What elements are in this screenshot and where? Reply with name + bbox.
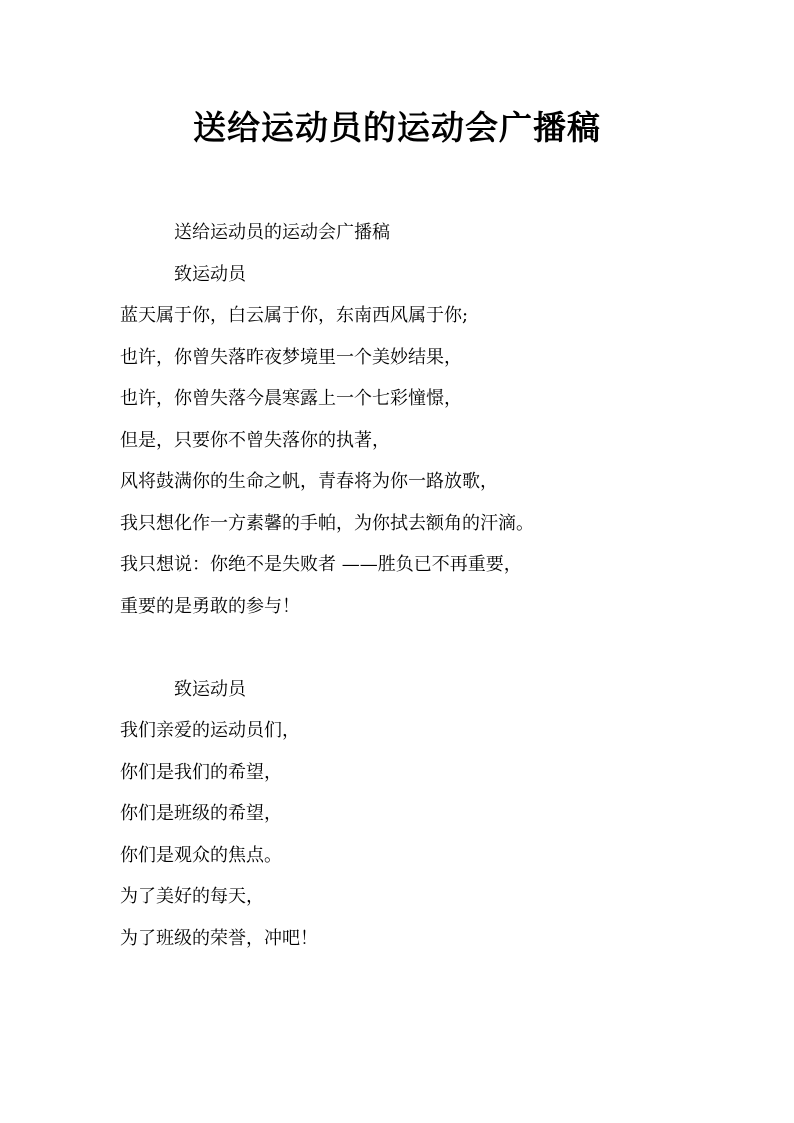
- section-heading: 致运动员: [174, 678, 246, 700]
- paragraph-line: 蓝天属于你，白云属于你，东南西风属于你;: [120, 305, 469, 326]
- paragraph-line: 也许，你曾失落昨夜梦境里一个美妙结果，: [120, 346, 462, 368]
- paragraph-line: 我只想化作一方素馨的手帕，为你拭去额角的汗滴。: [120, 512, 534, 534]
- blank-line: [120, 627, 720, 669]
- paragraph-line: 风将鼓满你的生命之帆，青春将为你一路放歌，: [120, 471, 498, 492]
- paragraph-line: 为了班级的荣誉，冲吧！: [120, 927, 318, 949]
- paragraph-line: 为了美好的每天，: [120, 886, 264, 907]
- document-body: [120, 212, 720, 959]
- paragraph-line: 我只想说：你绝不是失败者 ——胜负已不再重要，: [120, 554, 522, 575]
- paragraph-line: 重要的是勇敢的参与！: [120, 595, 300, 617]
- paragraph-line: 你们是我们的希望，: [120, 761, 282, 783]
- paragraph-line: 你们是观众的焦点。: [120, 844, 282, 866]
- section-subtitle: 送给运动员的运动会广播稿: [174, 222, 390, 243]
- paragraph-line: 我们亲爱的运动员们，: [120, 720, 300, 741]
- paragraph-line: 也许，你曾失落今晨寒露上一个七彩憧憬，: [120, 388, 462, 409]
- document-title: 送给运动员的运动会广播稿: [193, 108, 601, 147]
- paragraph-line: 你们是班级的希望，: [120, 803, 282, 824]
- section-heading: 致运动员: [174, 263, 246, 285]
- paragraph-line: 但是，只要你不曾失落你的执著，: [120, 429, 390, 451]
